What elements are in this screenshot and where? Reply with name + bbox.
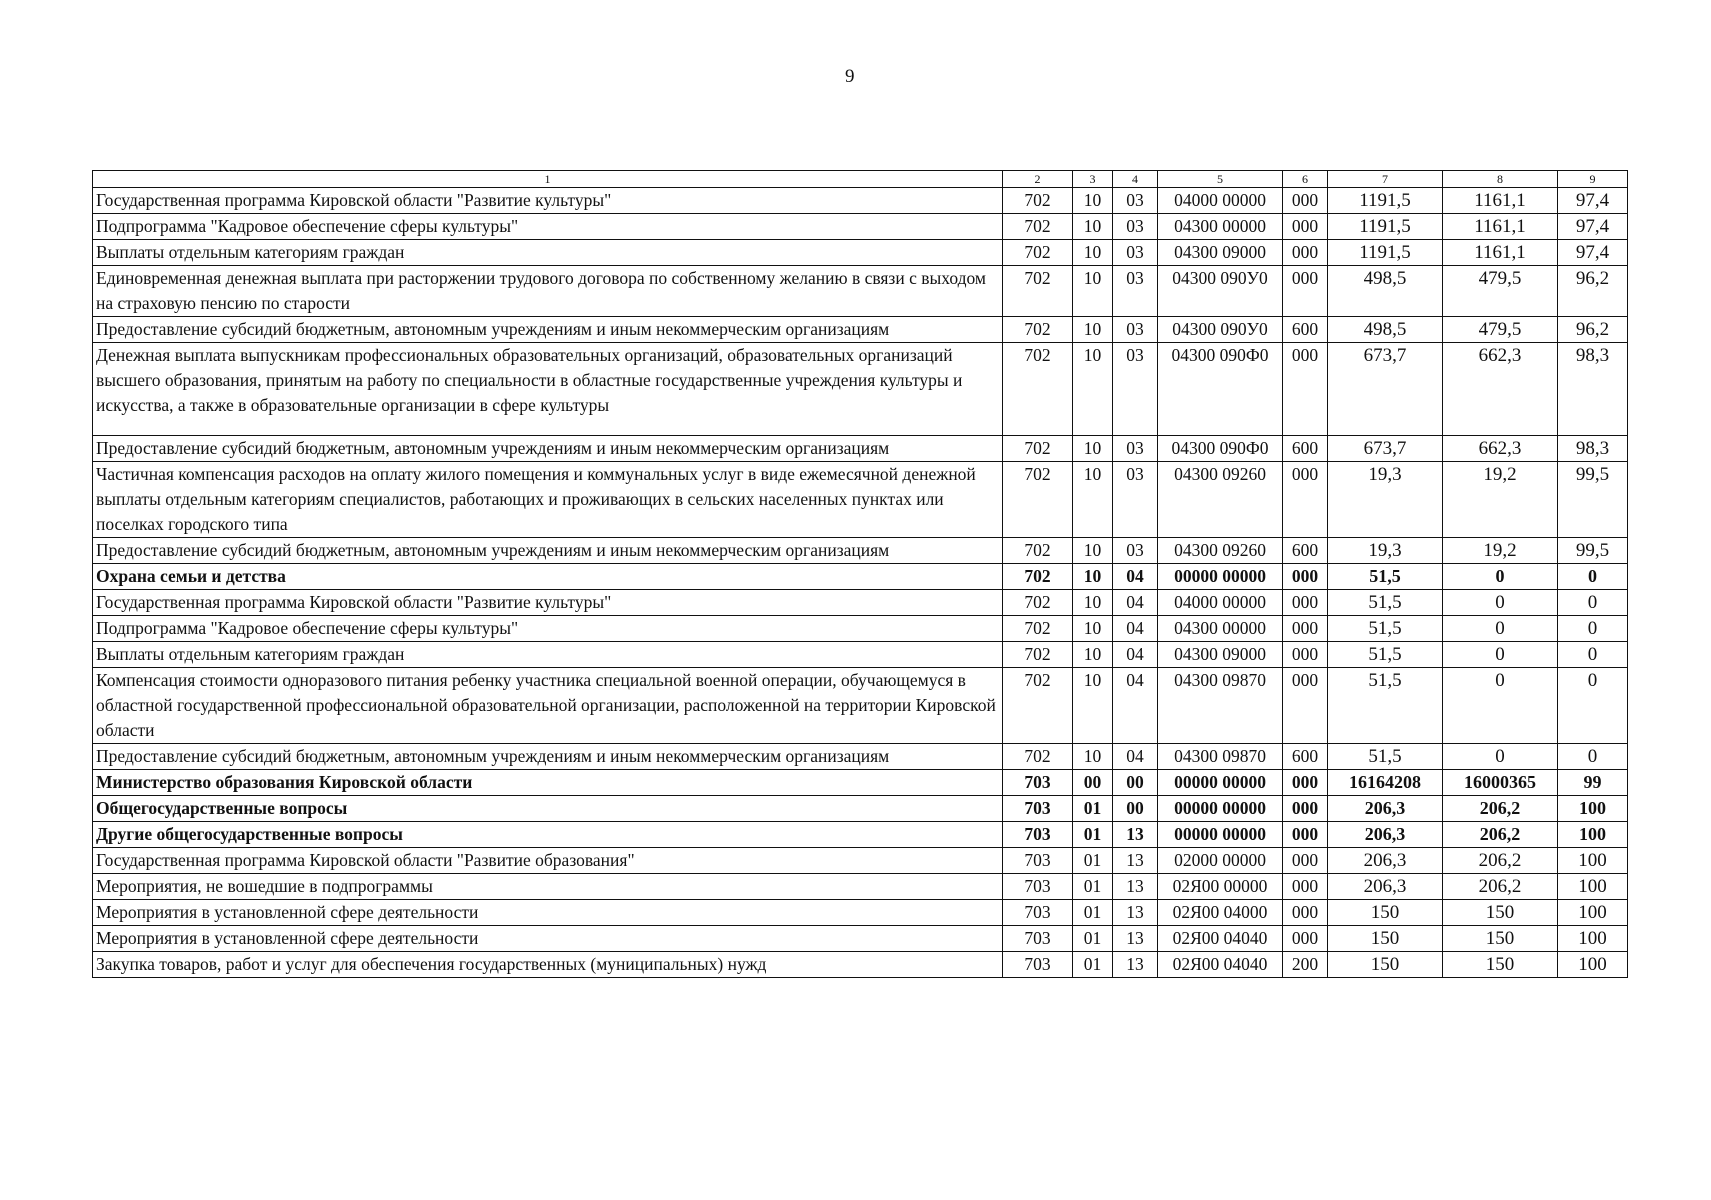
table-row [93,266,1628,317]
row-expense-type: 000 [1283,462,1328,538]
row-subsection-code: 13 [1113,874,1158,900]
table-row [93,848,1628,874]
row-executed-amount: 0 [1443,642,1558,668]
table-row [93,214,1628,240]
row-expense-type: 000 [1283,564,1328,590]
row-executed-amount: 1161,1 [1443,214,1558,240]
row-subsection-code: 03 [1113,214,1158,240]
table-row [93,822,1628,848]
row-ministry-code: 702 [1003,214,1073,240]
page-number: 9 [845,66,855,87]
row-subsection-code: 04 [1113,668,1158,744]
row-executed-amount: 150 [1443,952,1558,978]
row-execution-percent: 97,4 [1558,240,1628,266]
row-ministry-code: 702 [1003,240,1073,266]
row-execution-percent: 100 [1558,874,1628,900]
row-planned-amount: 51,5 [1328,668,1443,744]
row-description: Денежная выплата выпускникам профессиональных образовательных организаций, образовательных организаций высшего образования, принятым на работу по специальности в областные государственные учреждения культуры и искусства, а также в образовательные организации в сфере культуры [93,343,1003,436]
row-ministry-code: 703 [1003,822,1073,848]
row-execution-percent: 97,4 [1558,214,1628,240]
row-planned-amount: 16164208 [1328,770,1443,796]
row-description: Министерство образования Кировской области [93,770,1003,796]
row-section-code: 10 [1073,642,1113,668]
row-subsection-code: 04 [1113,590,1158,616]
table-row [93,590,1628,616]
row-execution-percent: 99 [1558,770,1628,796]
table-row [93,900,1628,926]
row-expense-type: 000 [1283,188,1328,214]
row-description: Охрана семьи и детства [93,564,1003,590]
row-executed-amount: 19,2 [1443,538,1558,564]
row-expense-type: 000 [1283,214,1328,240]
header-cell: 9 [1558,171,1628,188]
row-section-code: 10 [1073,462,1113,538]
row-planned-amount: 1191,5 [1328,188,1443,214]
row-subsection-code: 03 [1113,188,1158,214]
row-section-code: 10 [1073,266,1113,317]
row-target-article: 04300 09260 [1158,462,1283,538]
row-expense-type: 000 [1283,770,1328,796]
row-section-code: 10 [1073,616,1113,642]
row-subsection-code: 13 [1113,848,1158,874]
row-planned-amount: 51,5 [1328,616,1443,642]
row-expense-type: 000 [1283,266,1328,317]
row-ministry-code: 702 [1003,744,1073,770]
table-row [93,926,1628,952]
row-section-code: 10 [1073,317,1113,343]
row-planned-amount: 673,7 [1328,343,1443,436]
row-expense-type: 600 [1283,317,1328,343]
row-ministry-code: 702 [1003,564,1073,590]
row-subsection-code: 03 [1113,266,1158,317]
row-execution-percent: 100 [1558,848,1628,874]
row-description: Предоставление субсидий бюджетным, автономным учреждениям и иным некоммерческим организациям [93,744,1003,770]
table-row [93,240,1628,266]
row-target-article: 02Я00 04040 [1158,952,1283,978]
row-target-article: 04300 090Ф0 [1158,436,1283,462]
row-target-article: 04300 09870 [1158,668,1283,744]
row-section-code: 00 [1073,770,1113,796]
row-ministry-code: 703 [1003,874,1073,900]
row-subsection-code: 04 [1113,564,1158,590]
row-planned-amount: 1191,5 [1328,214,1443,240]
row-ministry-code: 703 [1003,952,1073,978]
row-target-article: 02Я00 04000 [1158,900,1283,926]
row-subsection-code: 13 [1113,822,1158,848]
row-executed-amount: 150 [1443,900,1558,926]
row-subsection-code: 13 [1113,952,1158,978]
row-planned-amount: 1191,5 [1328,240,1443,266]
row-planned-amount: 206,3 [1328,796,1443,822]
row-expense-type: 000 [1283,590,1328,616]
row-execution-percent: 98,3 [1558,343,1628,436]
row-target-article: 00000 00000 [1158,822,1283,848]
table-row [93,317,1628,343]
row-ministry-code: 703 [1003,770,1073,796]
row-executed-amount: 19,2 [1443,462,1558,538]
table-header-row [93,171,1628,188]
table-row [93,796,1628,822]
row-expense-type: 000 [1283,642,1328,668]
table-row [93,188,1628,214]
row-target-article: 00000 00000 [1158,796,1283,822]
row-planned-amount: 206,3 [1328,848,1443,874]
row-target-article: 04300 00000 [1158,214,1283,240]
row-ministry-code: 702 [1003,266,1073,317]
row-description: Предоставление субсидий бюджетным, автономным учреждениям и иным некоммерческим организациям [93,538,1003,564]
row-executed-amount: 662,3 [1443,436,1558,462]
row-section-code: 10 [1073,538,1113,564]
row-execution-percent: 98,3 [1558,436,1628,462]
row-planned-amount: 206,3 [1328,822,1443,848]
row-expense-type: 000 [1283,240,1328,266]
row-subsection-code: 04 [1113,744,1158,770]
row-executed-amount: 206,2 [1443,874,1558,900]
row-execution-percent: 99,5 [1558,538,1628,564]
row-expense-type: 000 [1283,900,1328,926]
row-description: Выплаты отдельным категориям граждан [93,240,1003,266]
row-executed-amount: 1161,1 [1443,240,1558,266]
row-execution-percent: 100 [1558,926,1628,952]
row-expense-type: 600 [1283,436,1328,462]
row-target-article: 04300 00000 [1158,616,1283,642]
row-executed-amount: 16000365 [1443,770,1558,796]
row-execution-percent: 0 [1558,590,1628,616]
header-cell: 5 [1158,171,1283,188]
row-planned-amount: 206,3 [1328,874,1443,900]
row-target-article: 04300 090У0 [1158,266,1283,317]
row-planned-amount: 498,5 [1328,266,1443,317]
row-planned-amount: 51,5 [1328,564,1443,590]
header-cell: 8 [1443,171,1558,188]
row-planned-amount: 498,5 [1328,317,1443,343]
row-target-article: 04300 09000 [1158,642,1283,668]
row-expense-type: 000 [1283,848,1328,874]
header-cell: 6 [1283,171,1328,188]
row-expense-type: 000 [1283,926,1328,952]
row-executed-amount: 0 [1443,564,1558,590]
row-planned-amount: 19,3 [1328,462,1443,538]
table-row [93,538,1628,564]
row-target-article: 04000 00000 [1158,188,1283,214]
row-target-article: 04300 09000 [1158,240,1283,266]
table-row [93,616,1628,642]
row-planned-amount: 150 [1328,926,1443,952]
row-executed-amount: 0 [1443,744,1558,770]
row-expense-type: 000 [1283,668,1328,744]
row-target-article: 04300 090У0 [1158,317,1283,343]
row-executed-amount: 479,5 [1443,317,1558,343]
row-expense-type: 200 [1283,952,1328,978]
row-section-code: 10 [1073,564,1113,590]
row-ministry-code: 702 [1003,436,1073,462]
row-target-article: 04300 09870 [1158,744,1283,770]
row-subsection-code: 13 [1113,926,1158,952]
row-execution-percent: 97,4 [1558,188,1628,214]
row-section-code: 01 [1073,952,1113,978]
row-ministry-code: 702 [1003,343,1073,436]
row-ministry-code: 702 [1003,590,1073,616]
row-target-article: 04300 09260 [1158,538,1283,564]
row-section-code: 10 [1073,343,1113,436]
row-executed-amount: 206,2 [1443,848,1558,874]
row-execution-percent: 100 [1558,796,1628,822]
row-section-code: 10 [1073,590,1113,616]
row-execution-percent: 0 [1558,642,1628,668]
row-description: Государственная программа Кировской области "Развитие культуры" [93,188,1003,214]
table-row [93,668,1628,744]
row-subsection-code: 03 [1113,436,1158,462]
row-execution-percent: 100 [1558,952,1628,978]
header-cell: 4 [1113,171,1158,188]
row-description: Частичная компенсация расходов на оплату жилого помещения и коммунальных услуг в виде ежемесячной денежной выплаты отдельным категориям специалистов, работающих и проживающих в сельских населенных пунктах или поселках городского типа [93,462,1003,538]
row-description: Закупка товаров, работ и услуг для обеспечения государственных (муниципальных) нужд [93,952,1003,978]
row-section-code: 10 [1073,436,1113,462]
row-executed-amount: 479,5 [1443,266,1558,317]
row-target-article: 00000 00000 [1158,770,1283,796]
row-execution-percent: 0 [1558,744,1628,770]
row-executed-amount: 0 [1443,616,1558,642]
header-cell: 2 [1003,171,1073,188]
row-execution-percent: 100 [1558,822,1628,848]
row-description: Выплаты отдельным категориям граждан [93,642,1003,668]
row-section-code: 10 [1073,188,1113,214]
row-ministry-code: 702 [1003,538,1073,564]
row-description: Мероприятия в установленной сфере деятельности [93,900,1003,926]
row-section-code: 10 [1073,668,1113,744]
row-executed-amount: 662,3 [1443,343,1558,436]
row-expense-type: 600 [1283,538,1328,564]
row-planned-amount: 51,5 [1328,744,1443,770]
row-description: Государственная программа Кировской области "Развитие образования" [93,848,1003,874]
row-description: Другие общегосударственные вопросы [93,822,1003,848]
row-ministry-code: 702 [1003,642,1073,668]
table-row [93,952,1628,978]
row-section-code: 01 [1073,926,1113,952]
row-executed-amount: 0 [1443,590,1558,616]
table-row [93,744,1628,770]
row-section-code: 10 [1073,214,1113,240]
row-target-article: 02000 00000 [1158,848,1283,874]
row-execution-percent: 96,2 [1558,317,1628,343]
row-description: Единовременная денежная выплата при расторжении трудового договора по собственному желанию в связи с выходом на страховую пенсию по старости [93,266,1003,317]
table-row [93,874,1628,900]
row-target-article: 04000 00000 [1158,590,1283,616]
row-execution-percent: 0 [1558,564,1628,590]
table-row [93,770,1628,796]
row-expense-type: 000 [1283,343,1328,436]
row-executed-amount: 206,2 [1443,822,1558,848]
row-target-article: 00000 00000 [1158,564,1283,590]
row-ministry-code: 703 [1003,900,1073,926]
budget-table-body [93,171,1628,978]
row-planned-amount: 150 [1328,900,1443,926]
row-expense-type: 000 [1283,822,1328,848]
row-subsection-code: 03 [1113,317,1158,343]
header-cell: 3 [1073,171,1113,188]
row-subsection-code: 03 [1113,462,1158,538]
row-subsection-code: 03 [1113,343,1158,436]
row-planned-amount: 150 [1328,952,1443,978]
row-description: Государственная программа Кировской области "Развитие культуры" [93,590,1003,616]
row-description: Подпрограмма "Кадровое обеспечение сферы культуры" [93,616,1003,642]
row-description: Подпрограмма "Кадровое обеспечение сферы культуры" [93,214,1003,240]
row-planned-amount: 19,3 [1328,538,1443,564]
row-target-article: 02Я00 04040 [1158,926,1283,952]
row-section-code: 01 [1073,848,1113,874]
row-description: Общегосударственные вопросы [93,796,1003,822]
row-execution-percent: 100 [1558,900,1628,926]
row-section-code: 10 [1073,240,1113,266]
row-ministry-code: 703 [1003,848,1073,874]
row-execution-percent: 96,2 [1558,266,1628,317]
budget-table [92,170,1628,978]
row-description: Мероприятия в установленной сфере деятельности [93,926,1003,952]
row-target-article: 04300 090Ф0 [1158,343,1283,436]
row-description: Предоставление субсидий бюджетным, автономным учреждениям и иным некоммерческим организациям [93,317,1003,343]
row-description: Компенсация стоимости одноразового питания ребенку участника специальной военной операции, обучающемуся в областной государственной профессиональной образовательной организации, расположенной на территории Кировской области [93,668,1003,744]
row-subsection-code: 04 [1113,642,1158,668]
row-subsection-code: 03 [1113,240,1158,266]
row-subsection-code: 13 [1113,900,1158,926]
row-ministry-code: 702 [1003,668,1073,744]
row-subsection-code: 04 [1113,616,1158,642]
header-cell: 1 [93,171,1003,188]
row-subsection-code: 00 [1113,770,1158,796]
table-row [93,462,1628,538]
row-ministry-code: 703 [1003,796,1073,822]
row-execution-percent: 99,5 [1558,462,1628,538]
row-ministry-code: 703 [1003,926,1073,952]
table-row [93,436,1628,462]
row-expense-type: 000 [1283,796,1328,822]
row-execution-percent: 0 [1558,668,1628,744]
row-section-code: 01 [1073,900,1113,926]
table-row [93,343,1628,436]
row-planned-amount: 673,7 [1328,436,1443,462]
row-ministry-code: 702 [1003,462,1073,538]
row-section-code: 01 [1073,822,1113,848]
row-ministry-code: 702 [1003,616,1073,642]
row-planned-amount: 51,5 [1328,642,1443,668]
row-section-code: 01 [1073,874,1113,900]
header-cell: 7 [1328,171,1443,188]
row-executed-amount: 0 [1443,668,1558,744]
row-ministry-code: 702 [1003,188,1073,214]
row-target-article: 02Я00 00000 [1158,874,1283,900]
row-expense-type: 000 [1283,616,1328,642]
row-executed-amount: 206,2 [1443,796,1558,822]
row-section-code: 01 [1073,796,1113,822]
row-expense-type: 000 [1283,874,1328,900]
row-planned-amount: 51,5 [1328,590,1443,616]
row-execution-percent: 0 [1558,616,1628,642]
row-subsection-code: 03 [1113,538,1158,564]
row-executed-amount: 1161,1 [1443,188,1558,214]
table-row [93,564,1628,590]
row-description: Предоставление субсидий бюджетным, автономным учреждениям и иным некоммерческим организациям [93,436,1003,462]
row-executed-amount: 150 [1443,926,1558,952]
row-description: Мероприятия, не вошедшие в подпрограммы [93,874,1003,900]
row-section-code: 10 [1073,744,1113,770]
row-ministry-code: 702 [1003,317,1073,343]
row-subsection-code: 00 [1113,796,1158,822]
table-row [93,642,1628,668]
row-expense-type: 600 [1283,744,1328,770]
